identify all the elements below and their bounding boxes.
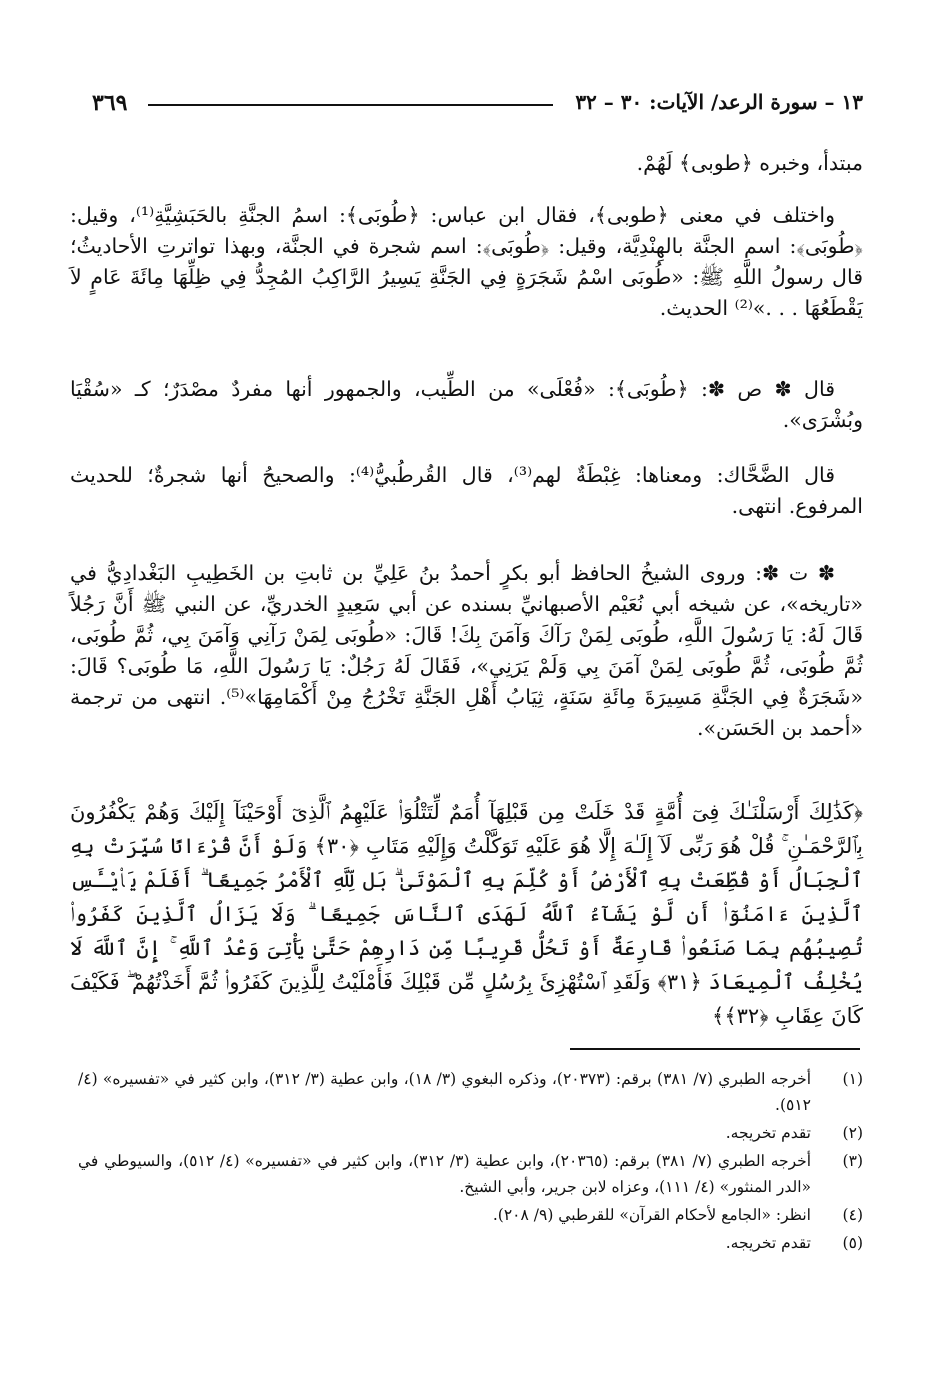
- footnote-item: [78, 1120, 863, 1146]
- header-rule: [148, 104, 553, 106]
- footnote-separator: [570, 1048, 860, 1050]
- footnote-item: [78, 1148, 863, 1200]
- footnote-number: (٤): [842, 1206, 863, 1224]
- page-number: ٣٦٩: [92, 90, 128, 116]
- paragraph-hadith: [70, 558, 863, 744]
- quran-verses-text: ﴿كَذَٰلِكَ أَرْسَلْنَـٰكَ فِىٓ أُمَّةٍ قَدْ خَلَتْ مِن قَبْلِهَآ أُمَمٌ لِّتَتْلُوَا۟ عَلَيْهِمُ ٱلَّذِىٓ أَوْحَيْنَآ إِلَيْكَ وَهُمْ يَكْفُرُونَ بِٱلرَّحْمَـٰنِ ۚ قُلْ هُوَ رَبِّى لَآ إِلَـٰهَ إِلَّا هُوَ عَلَيْهِ تَوَكَّلْتُ وَإِلَيْهِ مَتَابِ ﴿٣٠﴾ وَلَوْ أَنَّ قُرْءَانًا سُيِّرَتْ بِهِ ٱلْجِبَالُ أَوْ قُطِّعَتْ بِهِ ٱلْأَرْضُ أَوْ كُلِّمَ بِهِ ٱلْمَوْتَىٰ ۗ بَل لِّلَّهِ ٱلْأَمْرُ جَمِيعًا ۗ أَفَلَمْ يَا۟يْـَٔسِ ٱلَّذِينَ ءَامَنُوٓا۟ أَن لَّوْ يَشَآءُ ٱللَّهُ لَهَدَى ٱلنَّاسَ جَمِيعًا ۗ وَلَا يَزَالُ ٱلَّذِينَ كَفَرُوا۟ تُصِيبُهُم بِمَا صَنَعُوا۟ قَارِعَةٌ أَوْ تَحُلُّ قَرِيبًا مِّن دَارِهِمْ حَتَّىٰ يَأْتِىَ وَعْدُ ٱللَّهِ ۚ إِنَّ ٱللَّهَ لَا يُخْلِفُ ٱلْمِيعَادَ ﴿٣١﴾ وَلَقَدِ ٱسْتُهْزِئَ بِرُسُلٍ مِّن قَبْلِكَ فَأَمْلَيْتُ لِلَّذِينَ كَفَرُوا۟ ثُمَّ أَخَذْتُهُمْ ۖ فَكَيْفَ كَانَ عِقَابِ ﴿٣٢﴾﴾: [70, 800, 863, 1028]
- footnote-number: (٢): [842, 1124, 863, 1142]
- footnote-item: [78, 1202, 863, 1228]
- running-title: ١٣ – سورة الرعد/ الآيات: ٣٠ – ٣٢: [575, 90, 863, 114]
- paragraph-text: واختلف في معنى ﴿طوبى﴾، فقال ابن عباس: ﴿طُوبَى﴾: اسمُ الجنَّةِ بالحَبَشِيَّةِ⁽¹⁾، وقيل: ﴿طُوبَى﴾: اسم الجنَّة بالهِنْدِيَّة، وقيل: ﴿طُوبَى﴾: اسم شجرة في الجنَّة، وبهذا تواترتِ الأحاديثُ؛ قال رسولُ اللَّهِ ﷺ: «طُوبَى اسْمُ شَجَرَةٍ فِي الجَنَّةِ يَسِيرُ الرَّاكِبُ المُجِدُّ فِي ظِلِّهَا مِائَةَ عَامٍ لاَ يَقْطَعُهَا . . .»⁽²⁾ الحديث.: [70, 203, 863, 320]
- footnote-text: أخرجه الطبري (٧/ ٣٨١) برقم: (٢٠٣٦٥)، وابن عطية (٣/ ٣١٢)، وابن كثير في «تفسيره» (٤/ ٥١٢)، والسيوطي في «الدر المنثور» (٤/ ١١١)، وعزاه لابن جرير، وأبي الشيخ.: [78, 1152, 812, 1196]
- footnote-text: انظر: «الجامع لأحكام القرآن» للقرطبي (٩/ ٢٠٨).: [492, 1206, 811, 1224]
- paragraph-text: مبتدأ، وخبره ﴿طوبى﴾ لَهُمْ.: [636, 151, 863, 175]
- footnote-text: تقدم تخريجه.: [725, 1124, 811, 1142]
- footnote-text: تقدم تخريجه.: [725, 1234, 811, 1252]
- footnote-number: (٣): [842, 1152, 863, 1170]
- paragraph-text: قال ✽ ص ✽: ﴿طُوبَى﴾: «فُعْلَى» من الطِّيب، والجمهور أنها مفردٌ مصْدَرٌ؛ كـ «سُقْيَا وبُشْرَى».: [70, 377, 863, 432]
- footnotes: [78, 1066, 863, 1258]
- footnote-number: (١): [842, 1070, 863, 1088]
- paragraph-grammar-note: [70, 374, 863, 436]
- page-header: [78, 88, 863, 124]
- footnote-text: أخرجه الطبري (٧/ ٣٨١) برقم: (٢٠٣٧٣)، وذكره البغوي (٣/ ١٨)، وابن عطية (٣/ ٣١٢)، وابن كثير في «تفسيره» (٤/ ٥١٢).: [78, 1070, 812, 1114]
- paragraph-text: قال الضَّحَّاك: ومعناها: غِبْطَةٌ لهم⁽³⁾، قال القُرطُبيُّ⁽⁴⁾: والصحيحُ أنها شجرةٌ؛ للحديث المرفوع. انتهى.: [70, 463, 863, 518]
- paragraph-text: ✽ ت ✽: وروى الشيخُ الحافظ أبو بكرٍ أحمدُ بنُ عَلِيِّ بن ثابتِ بن الخَطِيبِ البَغْدادِيُّ في «تاريخه»، عن شيخه أبي نُعَيْم الأصبهانيِّ بسنده عن أبي سَعِيدٍ الخدريِّ، عن النبي ﷺ أَنَّ رَجُلاً قَالَ لَهُ: يَا رَسُولَ اللَّهِ، طُوبَى لِمَنْ رَآكَ وَآمَنَ بِكَ! قَالَ: «طُوبَى لِمَنْ رَآنِي وَآمَنَ بِي، ثُمَّ طُوبَى، ثُمَّ طُوبَى، ثُمَّ طُوبَى لِمَنْ آمَنَ بِي وَلَمْ يَرَنِي»، فَقَالَ لَهُ رَجُلٌ: يَا رَسُولَ اللَّهِ، مَا طُوبَى؟ قَالَ: «شَجَرَةٌ فِي الجَنَّةِ مَسِيرَةَ مِائَةِ سَنَةٍ، ثِيَابُ أَهْلِ الجَنَّةِ تَخْرُجُ مِنْ أَكْمَامِهَا»⁽⁵⁾. انتهى من ترجمة «أحمد بن الحَسَن».: [70, 561, 864, 740]
- footnote-item: [78, 1066, 863, 1118]
- paragraph-tuba-meaning: [70, 200, 863, 324]
- footnote-item: [78, 1230, 863, 1256]
- footnote-number: (٥): [842, 1234, 863, 1252]
- quran-verses: [70, 795, 863, 1033]
- paragraph-dahhak: [70, 460, 863, 522]
- paragraph-intro: [70, 148, 863, 179]
